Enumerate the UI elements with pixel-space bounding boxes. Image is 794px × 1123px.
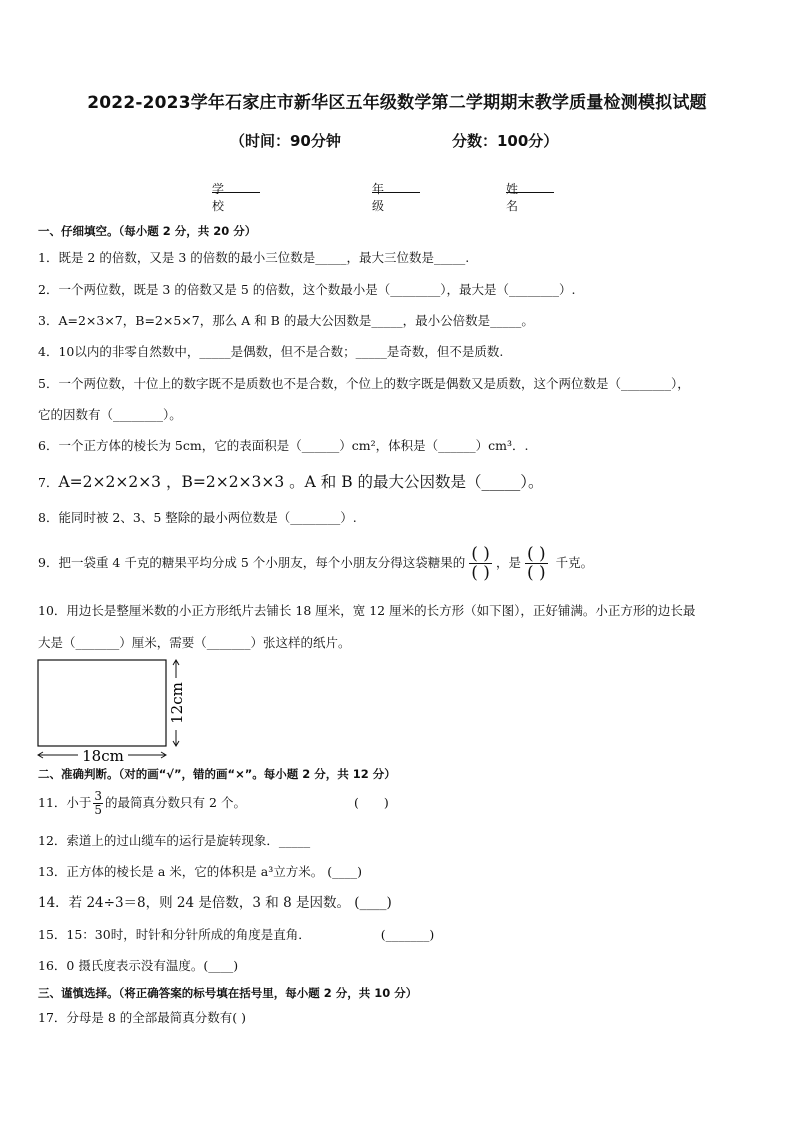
- total-score: 分数：100分）: [452, 132, 559, 150]
- section-2-heading: 二、准确判断。（对的画“√”，错的画“×”。每小题 2 分，共 12 分）: [38, 767, 396, 781]
- question-15-text: 15．15：30时，时针和分针所成的角度是直角．: [38, 927, 311, 942]
- question-15: [38, 927, 434, 943]
- question-6: 6．一个正方体的棱长为 5cm，它的表面积是（______）cm²，体积是（______）cm³．.: [38, 438, 529, 453]
- question-7: [38, 472, 544, 493]
- question-9-text-c: 千克。: [555, 555, 594, 570]
- fraction-denominator: ( ): [526, 563, 546, 583]
- rectangle-shape: [38, 660, 166, 746]
- question-8: 8．能同时被 2、3、5 整除的最小两位数是（________）.: [38, 510, 357, 525]
- question-5-line-2: 它的因数有（________）。: [38, 407, 182, 422]
- question-11-text-a: 11．小于: [38, 795, 92, 810]
- name-label: 姓名: [506, 182, 519, 213]
- question-9: [38, 541, 593, 585]
- question-9-fraction-2: [525, 545, 548, 582]
- question-15-answer[interactable]: (_______): [380, 927, 435, 942]
- fraction-numerator: ( ): [526, 544, 546, 564]
- fraction-denominator: 5: [94, 803, 103, 817]
- question-9-text-b: ，是: [495, 555, 521, 570]
- question-14: 14．若 24÷3＝8，则 24 是倍数，3 和 8 是因数。 (____): [38, 895, 392, 911]
- fraction-numerator: ( ): [471, 544, 490, 564]
- exam-title: 2022-2023学年石家庄市新华区五年级数学第二学期期末教学质量检测模拟试题: [87, 93, 707, 113]
- question-2: 2．一个两位数，既是 3 的倍数又是 5 的倍数，这个数最小是（________），最大是（________）.: [38, 282, 576, 297]
- width-label: 18cm: [82, 747, 124, 765]
- fraction-numerator: 3: [94, 789, 103, 803]
- question-11-fraction: [93, 790, 103, 817]
- question-7-number: 7．: [38, 475, 59, 490]
- name-blank[interactable]: [506, 180, 554, 193]
- grade-label: 年级: [372, 182, 385, 213]
- question-3: 3．A=2×3×7，B=2×5×7，那么 A 和 B 的最大公因数是_____，最小公倍数是_____。: [38, 313, 534, 328]
- question-10-line-2: 大是（_______）厘米，需要（_______）张这样的纸片。: [38, 635, 351, 650]
- school-label: 学校: [212, 182, 225, 213]
- section-3-heading: 三、谨慎选择。（将正确答案的标号填在括号里，每小题 2 分，共 10 分）: [38, 986, 418, 1000]
- question-16: 16．0 摄氏度表示没有温度。(____): [38, 958, 239, 973]
- question-10-line-1: 10．用边长是整厘米数的小正方形纸片去铺长 18 厘米，宽 12 厘米的长方形（如下图），正好铺满。小正方形的边长最: [38, 603, 696, 618]
- question-17: 17．分母是 8 的全部最简真分数有( ): [38, 1010, 247, 1025]
- question-11: [38, 788, 389, 818]
- question-9-text-a: 9．把一袋重 4 千克的糖果平均分成 5 个小朋友，每个小朋友分得这袋糖果的: [38, 555, 466, 570]
- question-5-line-1: 5．一个两位数，十位上的数字既不是质数也不是合数，个位上的数字既是偶数又是质数，这个两位数是（________），: [38, 376, 690, 391]
- school-blank[interactable]: [212, 180, 260, 193]
- question-12: 12．索道上的过山缆车的运行是旋转现象．_____: [38, 833, 311, 848]
- question-9-fraction-1: [469, 545, 492, 582]
- question-1: 1．既是 2 的倍数，又是 3 的倍数的最小三位数是_____，最大三位数是_____.: [38, 250, 470, 265]
- rectangle-diagram: [34, 656, 194, 768]
- question-7-text: A=2×2×2×3 ，B=2×2×3×3 。A 和 B 的最大公因数是（_____）。: [58, 473, 544, 491]
- fraction-denominator: ( ): [471, 563, 490, 583]
- height-label: 12cm: [168, 682, 186, 724]
- question-11-answer[interactable]: ( ): [353, 795, 389, 810]
- grade-blank[interactable]: [372, 180, 420, 193]
- question-4: 4．10以内的非零自然数中，_____是偶数，但不是合数；_____是奇数，但不是质数.: [38, 344, 504, 359]
- question-13: 13．正方体的棱长是 a 米，它的体积是 a³立方米。 (____): [38, 864, 362, 879]
- time-limit: （时间：90分钟: [230, 132, 341, 150]
- section-1-heading: 一、仔细填空。（每小题 2 分，共 20 分）: [38, 224, 257, 238]
- question-11-text-b: 的最简真分数只有 2 个。: [105, 795, 246, 810]
